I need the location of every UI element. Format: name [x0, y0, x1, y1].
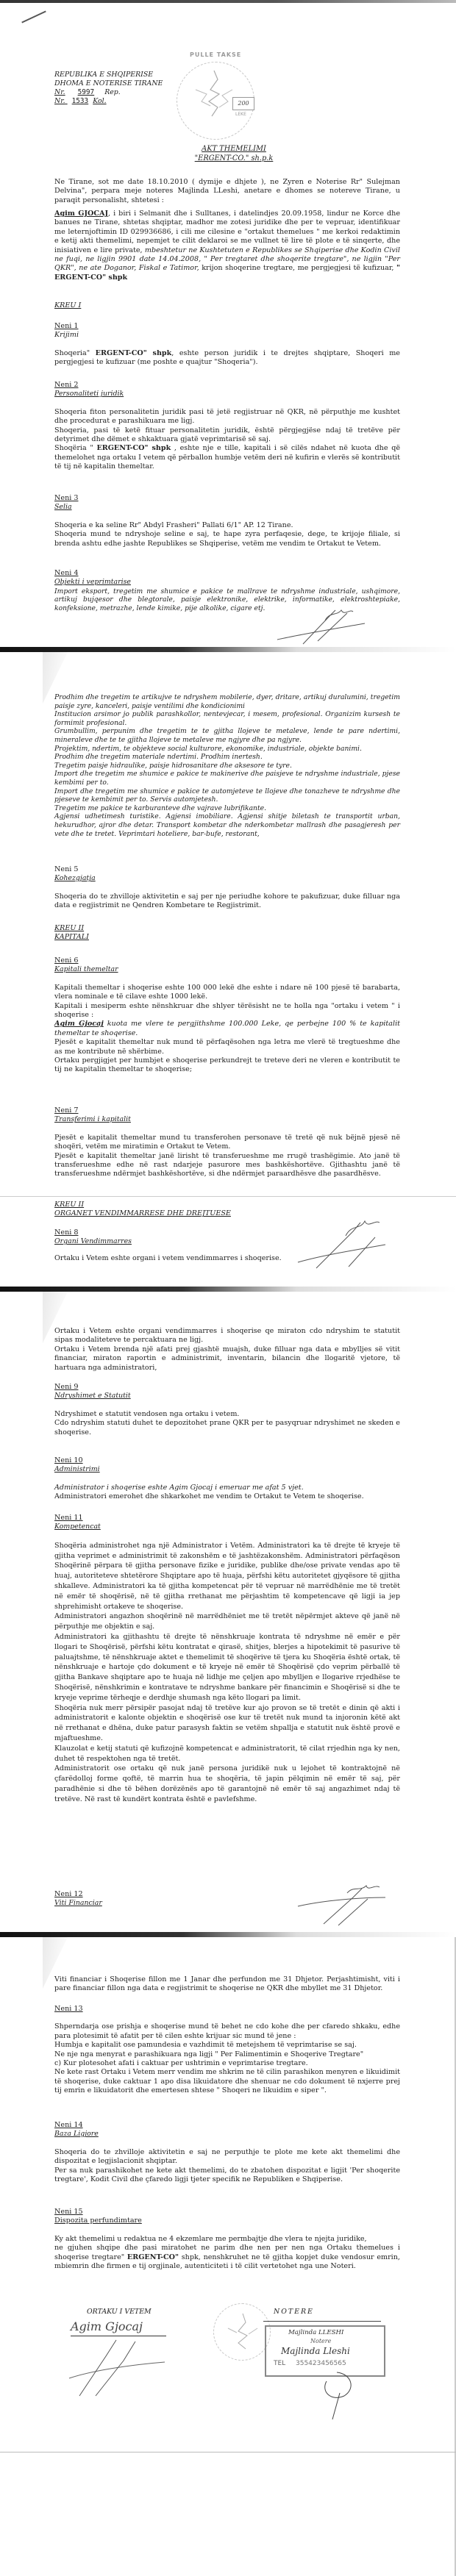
notary-stamp [265, 2325, 385, 2377]
article-11-subtitle: Kompetencat [54, 1523, 101, 1531]
article-11-label: Neni 11 [54, 1514, 83, 1522]
scan-top-edge [0, 0, 456, 3]
initials-signature-1 [274, 607, 369, 645]
founder-signature [62, 2319, 172, 2400]
title-company: "ERGENT-CO." sh.p.k [194, 154, 274, 162]
article-4-label: Neni 4 [54, 569, 79, 577]
article-1-subtitle: Krijimi [54, 331, 79, 340]
article-5-subtitle: Kohezgjatja [54, 874, 96, 883]
intro-paragraph: Ne Tirane, sot me date 18.10.2010 ( dymije e dhjete ), ne Zyren e Noterise Rr" Sulejman Delvina", perpara meje noteres Majlinda LLeshi, anetare e dhomes se notereve Tirane, u paraqit personalisht, shtetesi : [54, 178, 400, 204]
page-break [0, 1287, 456, 1292]
article-3-label: Neni 3 [54, 494, 79, 502]
tax-stamp-currency: LEKE [235, 112, 246, 117]
chapter-1-heading: KREU I [54, 301, 82, 310]
article-9-subtitle: Ndryshimet e Statutit [54, 1392, 131, 1400]
kol-number-handwritten: 1533 [71, 97, 89, 105]
article-14-subtitle: Baza Ligjore [54, 2130, 99, 2139]
document-page-1 [0, 0, 456, 647]
fold-line [0, 1196, 456, 1197]
article-6: Neni 6 Kapitali themeltar Kapitali themeltar i shoqerise eshte 100 000 lekë dhe eshte i ndare në 100 pjesë të barabarta, vlera nominale e të cilave eshte 1000 lekë. Kapitali i mesiperm eshte nënshkruar dhe shlyer tërësisht ne te holla nga "ortaku i vetem " i shoqerise : Agim Gjocaj kuota me vlere te pergjithshme 100.000 Leke, qe perbejne 100 % te kapitalit themeltar te shoqerise. Pjesët e kapitalit themeltar nuk mund të përfaqësohen nga letra me vlerë të tregtueshme dhe as me kontribute në shërbime. Ortaku pergjigjet per humbjet e shoqerise perkundrejt te treteve deri ne vleren e kontributit te tij ne kapitalin themeltar te shoqerise; [54, 956, 400, 1074]
header-rep-number: Nr. 5997 Rep. [54, 88, 121, 96]
article-14-label: Neni 14 [54, 2121, 83, 2129]
founder-paragraph: Agim GJOCAJ, i biri i Selmanit dhe i Sulltanes, i datelindjes 20.09.1958, lindur ne Korce dhe banues ne Tirane, shtetas shqiptar, madhor me zotesi juridike dhe per te vepruar, identifikuar me leternjoftimin ID 029936686, i cili me cilesine e "ortakut themelues " me kerkoi redaktimin e ketij akti themelimi, nepemjet te cilit deklaroi se me vullnet të lire të plote e të sinqerte, dhe inisiativen e lire private, mbeshtetur ne Kushtetuten e Republikes se Shqiperise dhe Kodin Civil ne fuqi, ne ligjin 9901 date 14.04.2008, " Per tregtaret dhe shoqerite tregtare", ne ligjin "Per QKR", ne ate Doganor, Fiskal e Tatimor, krijon shoqerine tregtare, me pergjegjesi të kufizuar, " ERGENT-CO" shpk [54, 210, 400, 282]
article-7: Neni 7 Transferimi i kapitalit Pjesët e kapitalit themeltar mund tu transferohen personave të tretë që nuk bëjnë pjesë në shoqëri, vetëm me miratimin e Ortakut te Vetem. Pjesët e kapitalit themeltar janë lirisht të transferueshme me rrugë trashëgimie. Ato janë të transferueshme edhe në rast ndarjeje pasurore mes bashkëshortëve. Gjithashtu janë të transferueshme ndërmjet bashkëshortëve, si dhe ndërmjet paraardhësve dhe pasardhësve. [54, 1106, 400, 1178]
founder-name: Agim GJOCAJ [54, 210, 108, 218]
signature-left-label: ORTAKU I VETEM [87, 2308, 152, 2316]
tax-stamp [174, 51, 260, 140]
article-2-subtitle: Personaliteti juridik [54, 390, 124, 398]
page-break [0, 1932, 456, 1937]
notary-tel-label: TEL [274, 2360, 286, 2367]
article-7-label: Neni 7 [54, 1106, 79, 1115]
article-6-label: Neni 6 [54, 956, 79, 965]
article-12-text: Viti financiar i Shoqerise fillon me 1 Janar dhe perfundon me 31 Dhjetor. Perjashtimisht, viti i pare financiar fillon nga data e regjistrimit te shoqerise ne QKR dhe mbyllet me 31 Dhjetor. [54, 1975, 400, 1993]
article-3: Neni 3 Selia Shoqeria e ka seline Rr" Abdyl Frasheri" Pallati 6/1" AP. 12 Tirane. Shoqeria mund te ndryshoje seline e saj, te hape zyra perfaqesie, dege, te krijoje filiale, si brenda ashtu edhe jashte Republikes se Shqiperise, vetëm me vendim te Ortakut te Vetem. [54, 494, 400, 548]
notary-signature: Majlinda Lleshi [281, 2346, 350, 2356]
document-page-4 [0, 1937, 456, 2576]
article-3-subtitle: Selia [54, 503, 72, 512]
article-5: Neni 5 Kohezgjatja Shoqeria do te zhvilloje aktivitetin e saj per nje periudhe kohore te pakufizuar, duke filluar nga data e regjistrimit ne Qendren Kombetare te Regjistrimit. [54, 865, 400, 910]
shareholder-name: Agim Gjocaj [54, 1020, 104, 1028]
tax-stamp-label: PULLE TAKSE [190, 51, 242, 58]
page-break [0, 647, 456, 652]
eagle-emblem-icon [213, 2303, 272, 2362]
article-1-label: Neni 1 [54, 322, 79, 330]
eagle-emblem-icon [174, 51, 260, 140]
notary-title: Notere [310, 2338, 332, 2344]
document-page-3 [0, 1292, 456, 1932]
article-1 [54, 322, 400, 368]
article-15: Neni 15 Dispozita perfundimtare Ky akt themelimi u redaktua ne 4 ekzemlare me permbajtje dhe vlera te njejta juridike, ne gjuhen shqipe dhe pasi miratohet ne parim dhe nen per nen nga Ortaku themelues i shoqerise tregtare" ERGENT-CO" shpk, nenshkruhet ne të gjitha kopjet duke vendosur emrin, mbiemrin dhe firmen e tij orgjinale, autenticiteti i të cilit vertetohet nga une Noteri. [54, 2208, 400, 2271]
article-13-label: Neni 13 [54, 2005, 83, 2013]
header-chamber: DHOMA E NOTERISE TIRANE [54, 79, 163, 87]
document-title [182, 144, 285, 163]
article-5-label: Neni 5 [54, 865, 79, 873]
article-13: Neni 13 Shperndarja ose prishja e shoqerise mund të behet ne cdo kohe dhe per cfaredo shkaku, edhe para plotesimit të afatit per të cilen eshte krijuar sic mund të jene : Humbja e kapitalit ose pamundesia e vazhdimit të metejshem të veprimtarise se saj. Ne nje nga menyrat e parashikuara nga ligji " Per Falimentimin e Shoqerive Tregtare" c) Kur plotesohet afati i caktuar per ushtrimin e veprimtarise tregtare. Ne kete rast Ortaku i Vetem merr vendim me shkrim ne të cilin parashikon menyren e likuidimit të shoqerise, duke caktuar 1 apo disa likuidatore dhe shenuar ne cdo dokument të nxjerre prej tij emrin e likuidatorit dhe emertesen shtese " Shoqeri ne likuidim e siper ". [54, 2005, 400, 2095]
article-2: Neni 2 Personaliteti juridik Shoqeria fiton personalitetin juridik pasi të jetë regjistruar në QKR, në përputhje me kushtet dhe procedurat e parashikuara me ligj. Shoqeria, pasi të ketë fituar personalitetin juridik, është përgjegjëse ndaj të tretëve për detyrimet dhe dëmet e shkaktuara gjatë veprimtarisë së saj. Shoqëria " ERGENT-CO" shpk , eshte nje e tille, kapitali i së cilës ndahet në kuota dhe që themelohet nga ortaku I vetem që përballon humbje vetëm deri në kufirin e vlerës së kontributit të tij në kapitalin themeltar. [54, 381, 401, 471]
article-11: Neni 11 Kompetencat Shoqëria administrohet nga një Administrator i Vetëm. Administratori ka të drejte të kryeje të gjitha veprimet e administrimit të zakonshëm e të jashtëzakonshëm. Administratori përfaqëson Shoqërinë përpara të gjitha personave fizike e juridike, publike dhe/ose private vendas apo të huaj, autoriteteve shtetërore Shqiptare apo të huaja, përfshi këtu autoritetet gjyqësore të gjitha shkalleve. Administratori ka të gjitha kompetencat për të vepruar në marrëdhënie me të tretët në emër të shoqërisë, në të gjitha rrethanat me përjashtim të kompetencave që ligji ia jep shprehimisht ortakeve te shoqerise. Administratori angazhon shoqërinë në marrëdhëniet me të tretët nëpërmjet akteve që janë në përputhje me objektin e saj. Administratori ka gjithashtu të drejte të nënshkruaje kontrata të ndryshme në emër e për llogari te Shoqërisë, përfshi këtu kontratat e qirasë, shitjes, blerjes a hipotekimit të pasurive të paluajtshme, të nënshkruaje aktet e themelimit të shoqërive të tjera ku Shoqëria është ortak, të nënshkruaje e hartoje çdo dokument e të kryeje në emër të Shoqërisë çdo veprim përballë të gjitha Bankave shqiptare apo te huaja në lidhje me çeljen apo mbylljen e llogarive rrjedhëse te Shoqërisë, nënshkrimin e kontratave te ndryshme bankare për financimin e Shoqërisë si dhe te kryeje veprime tërheqje e derdhje shumash nga këto llogari pa limit. Shoqëria nuk merr përsipër pasojat ndaj të tretëve kur ajo provon se të tretët e dinin që akti i administratorit e kalonte objektin e shoqërisë ose kur të tretët nuk mund ta injoronin këtë akt në rrethanat e dhëna, duke patur parasysh faktin se vetëm shpallja e statutit nuk është provë e mjaftueshme. Klauzolat e ketij statuti që kufizojnë kompetencat e administratorit, të cilat rrjedhin nga ky nen, duhet të respektohen nga të tretët. Administratorit ose ortaku që nuk janë persona juridikë nuk u lejohet të kontraktojnë në çfarëdolloj forme qoftë, të marrin hua te shoqëria, të japin pëlqimin në emër të saj, për paradhënie si dhe të bëhen dorëzënës apo të garantojnë në emër të saj angazhimet ndaj të tretëve. Në rast të kundërt kontrata është e pavlefshme. [54, 1514, 400, 1803]
notary-seal [213, 2303, 272, 2362]
article-10-label: Neni 10 [54, 1456, 83, 1464]
pen-mark [21, 10, 46, 23]
article-8-label: Neni 8 [54, 1228, 79, 1237]
article-10-subtitle: Administrimi [54, 1465, 100, 1474]
notary-tel: 355423456565 [296, 2360, 346, 2367]
notary-signature-line [263, 2321, 381, 2322]
article-9: Neni 9 Ndryshimet e Statutit Ndryshimet e statutit vendosen nga ortaku i vetem. Cdo ndryshim statuti duhet te depozitohet prane QKR per te pasyqruar ndryshimet ne skeden e shoqerise. [54, 1383, 400, 1437]
header-republic: REPUBLIKA E SHQIPERISE [54, 71, 154, 79]
article-12-subtitle: Viti Financiar [54, 1899, 102, 1908]
founder-signature-text: Agim Gjocaj [71, 2319, 143, 2333]
article-8: Neni 8 Organi Vendimmarres Ortaku i Vetem eshte organi i vetem vendimmarres i shoqerise. [54, 1228, 400, 1263]
article-4 [54, 569, 400, 613]
article-12-label: Neni 12 [54, 1890, 83, 1898]
document-page-2 [0, 652, 456, 1287]
article-9-label: Neni 9 [54, 1383, 79, 1391]
article-4-text: Import eksport, tregetim me shumice e pakice te mallrave te ndryshme industriale, ushqimore, artikuj bujqesor dhe blegtorale, paisje elektronike, elektrike, informatike, elektroshtepiake, konfeksione, metrazhe, lende kimike, pije alkolike, cigare etj. [54, 587, 400, 612]
article-15-subtitle: Dispozita perfundimtare [54, 2217, 142, 2225]
article-7-subtitle: Transferimi i kapitalit [54, 1115, 131, 1124]
article-8-subtitle: Organi Vendimmarres [54, 1237, 132, 1246]
article-14: Neni 14 Baza Ligjore Shoqeria do te zhvilloje aktivitetin e saj ne perputhje te plote me kete akt themelimi dhe dispozitat e legjislacionit shqiptar. Per sa nuk parashikohet ne kete akt themelimi, do te zbatohen dispozitat e ligjit 'Per shoqerite tregtare', Kodit Civil dhe çfaredo ligji tjeter specifik ne Republiken e Shqiperise. [54, 2121, 400, 2184]
article-1-text: Shoqeria" ERGENT-CO" shpk, eshte person juridik i te drejtes shqiptare, Shoqeri me pergjegjesi te kufizuar (me poshte e quajtur "Shoqeria"). [54, 348, 400, 367]
article-6-subtitle: Kapitali themeltar [54, 965, 118, 974]
article-4-continued: Prodhim dhe tregetim te artikujve te ndryshem mobilerie, dyer, dritare, artikuj duralumini, tregetim paisje zyre, kanceleri, paisje ventilimi dhe kondicionimi Institucion arsimor jo publik parashkollor, nentevjecar, i mesem, profesional. Organizim kursesh te formimit profesional. Grumbullim, perpunim dhe tregetim te te gjitha llojeve te metaleve, lende te pare ndertimi, mineraleve dhe te te gjitha llojeve te metaleve me ngjyre dhe pa ngjyre. Projektim, ndertim, te objekteve social kulturore, ekonomike, industriale, objekte banimi. Prodhim dhe tregetim materiale ndertimi. Prodhim inertesh. Tregetim paisje hidraulike, paisje hidrosanitare dhe aksesore te tyre. Import dhe tregetim me shumice e pakice te makinerive dhe paisjeve te ndryshme industriale, pjese kembimi per to. Import dhe tregetim me shumice e pakice te automjeteve te llojeve dhe tonazheve te ndryshme dhe pjeseve te kembimit per to. Servis automjetesh. Tregetim me pakice te karburanteve dhe vajrave lubrifikante. Agjensi udhetimesh turistike. Agjensi imobiliare. Agjensi shitje biletash te transportit urban, hekurudhor, ajror dhe detar. Transport kombetar dhe nderkombetar mallrash dhe pasagjeresh per vete dhe te tretet. Veprimtari hoteliere, bar-bufe, restorant, [54, 693, 400, 838]
notary-signature-strokes [315, 2371, 359, 2422]
rep-number-handwritten: 5997 [77, 88, 95, 96]
initials-signature-3 [294, 1884, 390, 1927]
chapter-3-heading: KREU II ORGANET VENDIMMARRESE DHE DREJTUESE [54, 1201, 231, 1218]
article-10: Neni 10 Administrimi Administrator i shoqerise eshte Agim Gjocaj i emeruar me afat 5 vjet. Administratori emerohet dhe shkarkohet me vendim te Ortakut te Vetem te shoqerise. [54, 1456, 400, 1502]
founder-signature-strokes [62, 2319, 172, 2400]
initials-signature-2 [294, 1218, 390, 1270]
title-line-1: AKT THEMELIMI [202, 145, 266, 153]
article-15-label: Neni 15 [54, 2208, 83, 2216]
tax-stamp-value: 200 [232, 97, 254, 110]
article-4-subtitle: Objekti i veprimtarise [54, 578, 131, 587]
company-name: " ERGENT-CO" shpk [54, 264, 400, 282]
article-8-continued: Ortaku i Vetem eshte organi vendimmarres i shoqerise qe miraton cdo ndryshim te statutit sipas modaliteteve te percaktuara ne ligj. Ortaku i Vetem brenda një afati prej gjashtë muajsh, duke filluar nga data e mbylljes së vitit financiar, miraton raportin e administrimit, inventarin, bilancin dhe llogaritë vjetore, të hartuara nga administratori, [54, 1327, 400, 1372]
header-kol-number: Nr. 1533 Kol. [54, 97, 107, 105]
article-2-label: Neni 2 [54, 381, 79, 389]
signature-right-label: NOTERE [274, 2308, 314, 2316]
notary-name: Majlinda LLESHI [288, 2329, 344, 2336]
chapter-2-heading: KREU II KAPITALI [54, 924, 89, 942]
document-header [54, 71, 163, 106]
